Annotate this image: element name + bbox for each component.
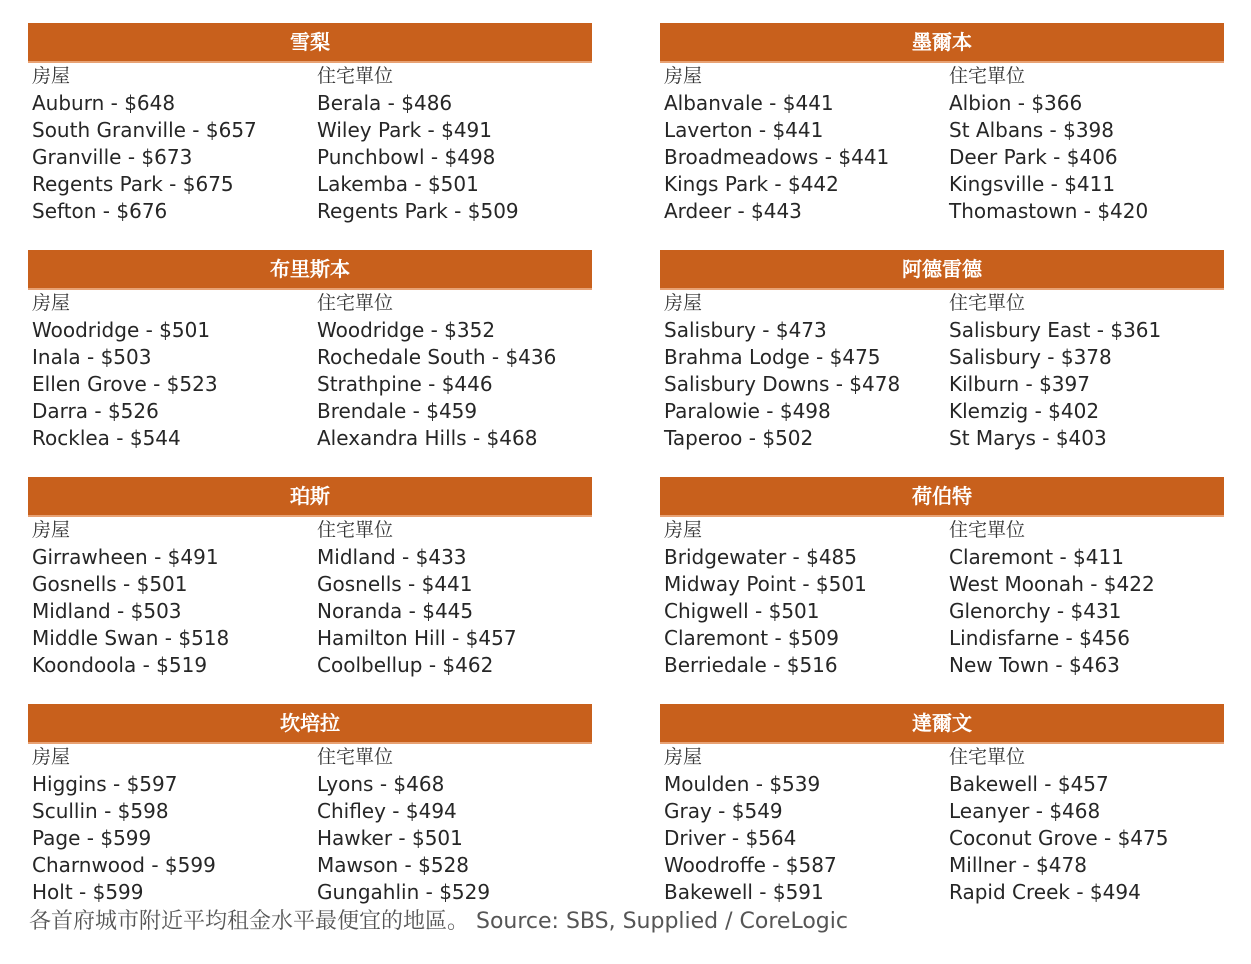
list-item: Midland - $503 [32,599,182,623]
list-item: Gray - $549 [664,799,783,823]
list-item: Salisbury - $378 [949,345,1112,369]
units-heading: 住宅單位 [949,519,1026,541]
list-item: Bakewell - $591 [664,880,824,904]
list-item: Gosnells - $501 [32,572,188,596]
list-item: Middle Swan - $518 [32,626,230,650]
list-item: Granville - $673 [32,145,193,169]
list-item: Moulden - $539 [664,772,821,796]
units-heading: 住宅單位 [317,746,394,768]
list-item: Page - $599 [32,826,152,850]
units-column [317,517,517,679]
list-item: Berala - $486 [317,91,453,115]
list-item: Paralowie - $498 [664,399,831,423]
panel-adelaide [660,250,1224,470]
units-heading: 住宅單位 [317,65,394,87]
list-item: St Marys - $403 [949,426,1107,450]
list-item: Scullin - $598 [32,799,169,823]
houses-heading: 房屋 [32,746,71,768]
list-item: Kings Park - $442 [664,172,839,196]
list-item: Ardeer - $443 [664,199,802,223]
list-item: Midland - $433 [317,545,467,569]
panel-title: 荷伯特 [660,477,1224,517]
list-item: Claremont - $411 [949,545,1124,569]
list-item: Sefton - $676 [32,199,168,223]
panel-body [28,63,592,243]
list-item: Brendale - $459 [317,399,478,423]
list-item: Hawker - $501 [317,826,463,850]
list-item: South Granville - $657 [32,118,257,142]
list-item: Taperoo - $502 [664,426,814,450]
list-item: Salisbury - $473 [664,318,827,342]
panel-darwin [660,704,1224,924]
panel-title: 阿德雷德 [660,250,1224,290]
list-item: West Moonah - $422 [949,572,1155,596]
list-item: Glenorchy - $431 [949,599,1122,623]
units-column [317,744,490,906]
houses-heading: 房屋 [32,292,71,314]
list-item: Girrawheen - $491 [32,545,219,569]
list-item: Broadmeadows - $441 [664,145,890,169]
units-column [949,63,1148,225]
list-item: Rapid Creek - $494 [949,880,1141,904]
list-item: Chifley - $494 [317,799,457,823]
houses-column [664,744,837,906]
houses-heading: 房屋 [32,65,71,87]
list-item: Rochedale South - $436 [317,345,557,369]
panel-body [28,517,592,697]
panel-body [28,290,592,470]
panel-title: 珀斯 [28,477,592,517]
list-item: Driver - $564 [664,826,797,850]
panel-sydney [28,23,592,243]
list-item: Koondoola - $519 [32,653,208,677]
panel-title: 達爾文 [660,704,1224,744]
list-item: Albanvale - $441 [664,91,834,115]
panel-body [28,744,592,924]
units-column [949,744,1168,906]
list-item: Deer Park - $406 [949,145,1118,169]
list-item: Midway Point - $501 [664,572,867,596]
panel-body [660,290,1224,470]
units-column [317,63,519,225]
units-heading: 住宅單位 [317,292,394,314]
houses-heading: 房屋 [664,65,703,87]
list-item: Chigwell - $501 [664,599,820,623]
houses-column [664,63,889,225]
list-item: Bakewell - $457 [949,772,1109,796]
list-item: Mawson - $528 [317,853,470,877]
houses-column [32,517,229,679]
list-item: Charnwood - $599 [32,853,216,877]
list-item: Albion - $366 [949,91,1083,115]
list-item: Coolbellup - $462 [317,653,494,677]
panel-title: 布里斯本 [28,250,592,290]
list-item: Woodridge - $501 [32,318,211,342]
list-item: Thomastown - $420 [949,199,1149,223]
list-item: Laverton - $441 [664,118,824,142]
list-item: Gungahlin - $529 [317,880,491,904]
list-item: Leanyer - $468 [949,799,1101,823]
panel-title: 坎培拉 [28,704,592,744]
units-column [949,290,1161,452]
list-item: Brahma Lodge - $475 [664,345,881,369]
list-item: Lindisfarne - $456 [949,626,1131,650]
image-caption: 各首府城市附近平均租金水平最便宜的地區。 Source: SBS, Supplied / CoreLogic [29,909,848,934]
list-item: Regents Park - $509 [317,199,519,223]
units-column [949,517,1155,679]
list-item: Woodroffe - $587 [664,853,837,877]
houses-column [32,290,218,452]
list-item: Berriedale - $516 [664,653,838,677]
panel-body [660,517,1224,697]
list-item: Millner - $478 [949,853,1087,877]
panel-body [660,744,1224,924]
list-item: Inala - $503 [32,345,152,369]
list-item: Bridgewater - $485 [664,545,858,569]
list-item: Klemzig - $402 [949,399,1100,423]
panel-body [660,63,1224,243]
list-item: Salisbury Downs - $478 [664,372,901,396]
list-item: Lakemba - $501 [317,172,479,196]
houses-heading: 房屋 [664,746,703,768]
panel-melbourne [660,23,1224,243]
list-item: Noranda - $445 [317,599,474,623]
units-heading: 住宅單位 [949,65,1026,87]
panel-title: 雪梨 [28,23,592,63]
houses-column [32,744,216,906]
list-item: Wiley Park - $491 [317,118,492,142]
list-item: Strathpine - $446 [317,372,493,396]
panel-title: 墨爾本 [660,23,1224,63]
panel-hobart [660,477,1224,697]
list-item: Holt - $599 [32,880,144,904]
list-item: Darra - $526 [32,399,159,423]
list-item: St Albans - $398 [949,118,1115,142]
list-item: Higgins - $597 [32,772,178,796]
houses-heading: 房屋 [32,519,71,541]
list-item: Punchbowl - $498 [317,145,496,169]
list-item: Auburn - $648 [32,91,176,115]
list-item: Alexandra Hills - $468 [317,426,538,450]
houses-heading: 房屋 [664,292,703,314]
panel-brisbane [28,250,592,470]
list-item: Kingsville - $411 [949,172,1116,196]
units-column [317,290,556,452]
list-item: Regents Park - $675 [32,172,234,196]
houses-column [32,63,257,225]
list-item: Woodridge - $352 [317,318,496,342]
list-item: Lyons - $468 [317,772,445,796]
list-item: Claremont - $509 [664,626,839,650]
units-heading: 住宅單位 [317,519,394,541]
list-item: Coconut Grove - $475 [949,826,1169,850]
houses-column [664,290,900,452]
units-heading: 住宅單位 [949,746,1026,768]
list-item: Ellen Grove - $523 [32,372,218,396]
list-item: Hamilton Hill - $457 [317,626,517,650]
list-item: Salisbury East - $361 [949,318,1162,342]
list-item: Gosnells - $441 [317,572,473,596]
list-item: Rocklea - $544 [32,426,181,450]
houses-heading: 房屋 [664,519,703,541]
panel-canberra [28,704,592,924]
units-heading: 住宅單位 [949,292,1026,314]
panel-perth [28,477,592,697]
list-item: Kilburn - $397 [949,372,1090,396]
houses-column [664,517,867,679]
list-item: New Town - $463 [949,653,1120,677]
